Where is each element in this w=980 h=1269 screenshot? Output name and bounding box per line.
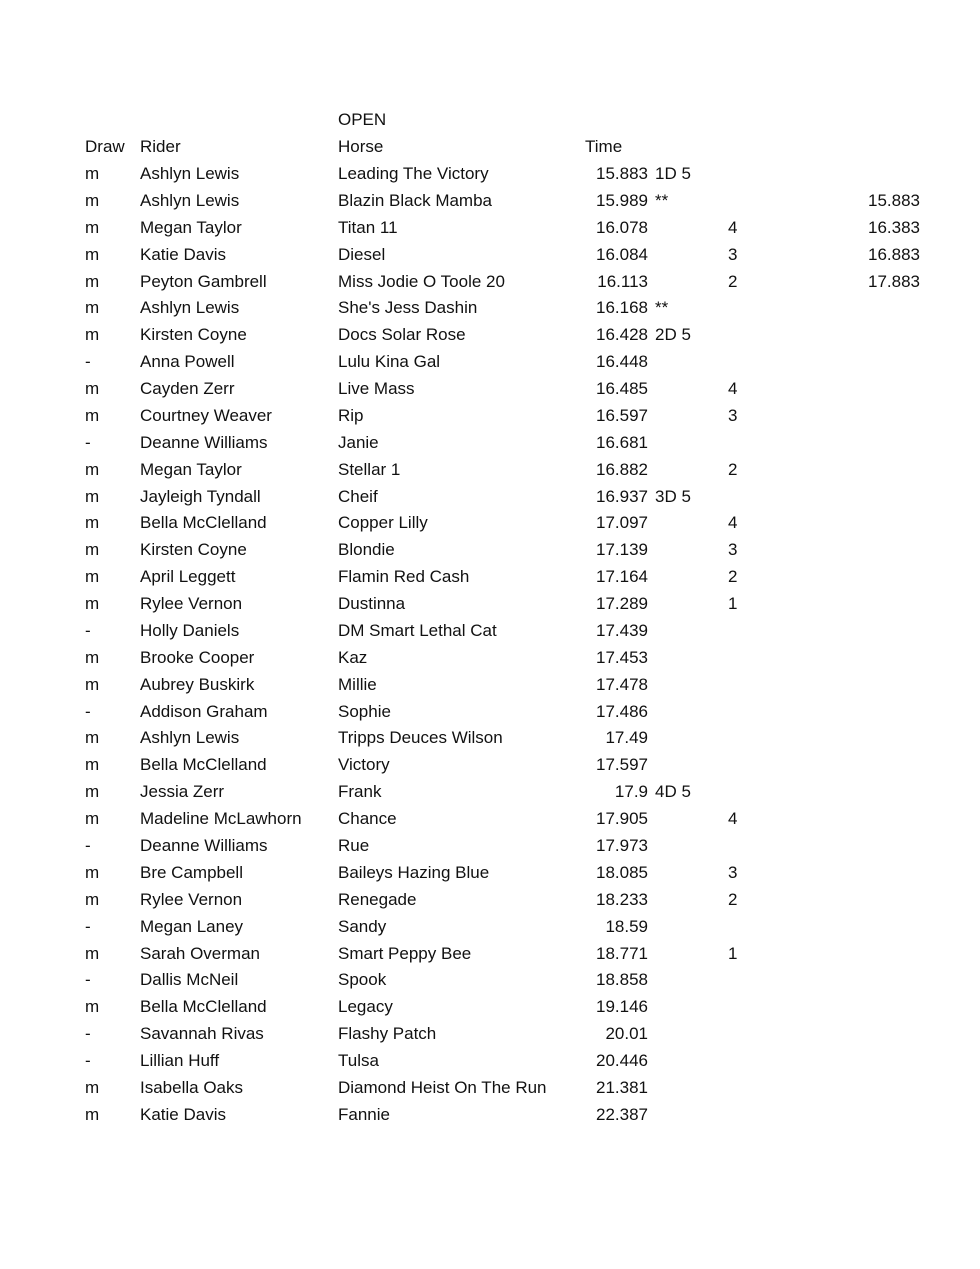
- cell-time: 16.084: [596, 244, 648, 264]
- cell-time: 18.085: [596, 862, 648, 882]
- cell-draw: m: [85, 997, 100, 1017]
- cell-time: 18.858: [596, 970, 648, 990]
- cell-place: 4: [728, 513, 738, 533]
- cell-horse: Frank: [338, 782, 382, 802]
- cell-horse: Spook: [338, 970, 387, 990]
- cell-draw: -: [85, 432, 91, 452]
- cell-rider: Ashlyn Lewis: [140, 190, 240, 210]
- table-row: [0, 782, 980, 809]
- cell-time: 16.681: [596, 432, 648, 452]
- cell-time: 17.49: [605, 728, 648, 748]
- table-row: [0, 245, 980, 272]
- cell-draw: m: [85, 164, 100, 183]
- cell-rider: Ashlyn Lewis: [140, 164, 240, 183]
- cell-time: 17.139: [596, 540, 648, 560]
- cell-rider: Lillian Huff: [140, 1051, 220, 1071]
- cell-draw: m: [85, 862, 100, 882]
- table-row: [0, 648, 980, 675]
- cell-draw: m: [85, 405, 100, 425]
- cell-horse: Victory: [338, 755, 390, 775]
- table-row: [0, 728, 980, 755]
- cell-draw: m: [85, 674, 100, 694]
- cell-horse: Diesel: [338, 244, 386, 264]
- table-row: [0, 1051, 980, 1078]
- cell-horse: Titan 11: [338, 217, 398, 237]
- table-row: [0, 487, 980, 514]
- cell-draw: m: [85, 889, 100, 909]
- table-row: [0, 836, 980, 863]
- cell-horse: Tripps Deuces Wilson: [338, 728, 503, 748]
- cell-time: 16.168: [596, 298, 648, 318]
- cell-rider: Madeline McLawhorn: [140, 809, 302, 829]
- cell-draw: m: [85, 809, 100, 829]
- cell-place: 3: [728, 540, 738, 560]
- cell-time: 18.233: [596, 889, 648, 909]
- cell-place: 2: [728, 459, 738, 479]
- cell-division: **: [655, 190, 669, 210]
- cell-draw: m: [85, 594, 100, 614]
- cell-horse: Fannie: [338, 1104, 390, 1124]
- cell-horse: Miss Jodie O Toole 20: [338, 271, 505, 291]
- cell-draw: m: [85, 459, 100, 479]
- table-row: [0, 460, 980, 487]
- cell-rider: Deanne Williams: [140, 836, 268, 855]
- table-row: [0, 540, 980, 567]
- cell-place: 3: [728, 244, 738, 264]
- cell-rider: Holly Daniels: [140, 620, 240, 640]
- cell-division: 2D 5: [655, 325, 691, 345]
- cell-time: 15.883: [596, 164, 648, 183]
- cell-rider: Dallis McNeil: [140, 970, 239, 990]
- cell-horse: Tulsa: [338, 1051, 379, 1071]
- cell-rider: Brooke Cooper: [140, 647, 255, 667]
- table-row: [0, 191, 980, 218]
- table-row: [0, 1078, 980, 1105]
- cell-rider: Rylee Vernon: [140, 594, 243, 614]
- cell-rider: Bre Campbell: [140, 862, 243, 882]
- cell-draw: -: [85, 701, 91, 721]
- cell-horse: Sophie: [338, 701, 391, 721]
- cell-draw: m: [85, 325, 100, 345]
- cell-place: 4: [728, 809, 738, 829]
- cell-time: 16.597: [596, 405, 648, 425]
- cell-time: 17.478: [596, 674, 648, 694]
- table-row: [0, 379, 980, 406]
- cell-time: 16.937: [596, 486, 648, 506]
- cell-time: 16.078: [596, 217, 648, 237]
- cell-rider: Anna Powell: [140, 352, 235, 372]
- cell-draw: -: [85, 916, 91, 936]
- cell-rider: Jayleigh Tyndall: [140, 486, 261, 506]
- cell-place: 4: [728, 379, 738, 399]
- header-horse: Horse: [338, 137, 384, 156]
- cell-horse: Chance: [338, 809, 397, 829]
- table-row: [0, 406, 980, 433]
- cell-rider: Cayden Zerr: [140, 379, 235, 399]
- cell-draw: -: [85, 1024, 91, 1044]
- cell-draw: m: [85, 379, 100, 399]
- cell-draw: -: [85, 970, 91, 990]
- cell-horse: Flamin Red Cash: [338, 567, 470, 587]
- cell-rider: Savannah Rivas: [140, 1024, 264, 1044]
- cell-horse: Leading The Victory: [338, 164, 489, 183]
- cell-rider: Bella McClelland: [140, 513, 267, 533]
- cell-horse: Smart Peppy Bee: [338, 943, 472, 963]
- cell-time: 16.448: [596, 352, 648, 372]
- cell-time: 17.439: [596, 620, 648, 640]
- cell-time: 16.882: [596, 459, 648, 479]
- cell-rider: Addison Graham: [140, 701, 268, 721]
- cell-time: 19.146: [596, 997, 648, 1017]
- cell-time: 21.381: [596, 1077, 648, 1097]
- cell-rider: Isabella Oaks: [140, 1077, 243, 1097]
- cell-rider: Megan Laney: [140, 916, 244, 936]
- cell-horse: Copper Lilly: [338, 513, 428, 533]
- cell-division: 1D 5: [655, 164, 691, 183]
- cell-horse: Sandy: [338, 916, 387, 936]
- table-row: [0, 890, 980, 917]
- cell-time: 17.9: [614, 782, 648, 802]
- cell-rider: Aubrey Buskirk: [140, 674, 255, 694]
- cell-rider: Katie Davis: [140, 1104, 226, 1124]
- cell-draw: m: [85, 647, 100, 667]
- cell-draw: m: [85, 540, 100, 560]
- cell-horse: Dustinna: [338, 594, 406, 614]
- cell-time: 16.485: [596, 379, 648, 399]
- cell-horse: Diamond Heist On The Run: [338, 1077, 547, 1097]
- cell-horse: Baileys Hazing Blue: [338, 862, 490, 882]
- cell-time: 17.905: [596, 809, 648, 829]
- table-row: [0, 1024, 980, 1051]
- cell-horse: Legacy: [338, 997, 393, 1017]
- cell-place: 2: [728, 889, 738, 909]
- cell-time: 17.289: [596, 594, 648, 614]
- cell-place: 2: [728, 271, 738, 291]
- header-draw: Draw: [85, 137, 125, 156]
- cell-draw: m: [85, 567, 100, 587]
- cell-draw: -: [85, 1051, 91, 1071]
- cell-place: 1: [728, 943, 738, 963]
- cell-draw: m: [85, 728, 100, 748]
- cell-horse: Cheif: [338, 486, 378, 506]
- table-row: [0, 809, 980, 836]
- cell-rider: Rylee Vernon: [140, 889, 243, 909]
- cell-time: 17.453: [596, 647, 648, 667]
- cell-rider: Ashlyn Lewis: [140, 298, 240, 318]
- cell-time: 20.01: [605, 1024, 648, 1044]
- cell-draw: m: [85, 782, 100, 802]
- cell-division: **: [655, 298, 669, 318]
- cell-time: 18.59: [605, 916, 648, 936]
- cell-draw: -: [85, 836, 91, 855]
- cell-division: 4D 5: [655, 782, 691, 802]
- cell-draw: -: [85, 620, 91, 640]
- table-row: [0, 1105, 980, 1132]
- cell-payout: 15.883: [868, 190, 920, 210]
- cell-horse: Kaz: [338, 647, 368, 667]
- cell-time: 17.973: [596, 836, 648, 855]
- cell-rider: Courtney Weaver: [140, 405, 272, 425]
- table-row: [0, 325, 980, 352]
- cell-place: 2: [728, 567, 738, 587]
- cell-horse: Rue: [338, 836, 370, 855]
- table-row: [0, 567, 980, 594]
- cell-horse: Lulu Kina Gal: [338, 352, 441, 372]
- cell-horse: Docs Solar Rose: [338, 325, 466, 345]
- cell-rider: Kirsten Coyne: [140, 540, 247, 560]
- cell-time: 22.387: [596, 1104, 648, 1124]
- cell-draw: m: [85, 298, 100, 318]
- cell-horse: Stellar 1: [338, 459, 401, 479]
- cell-payout: 17.883: [868, 271, 920, 291]
- cell-rider: Jessia Zerr: [140, 782, 225, 802]
- cell-rider: Ashlyn Lewis: [140, 728, 240, 748]
- cell-place: 3: [728, 862, 738, 882]
- cell-time: 17.097: [596, 513, 648, 533]
- cell-draw: m: [85, 190, 100, 210]
- cell-rider: Bella McClelland: [140, 997, 267, 1017]
- cell-time: 17.486: [596, 701, 648, 721]
- cell-draw: m: [85, 943, 100, 963]
- cell-payout: 16.883: [868, 244, 920, 264]
- table-row: [0, 218, 980, 245]
- cell-rider: Sarah Overman: [140, 943, 260, 963]
- cell-rider: Bella McClelland: [140, 755, 267, 775]
- cell-draw: m: [85, 486, 100, 506]
- cell-rider: Katie Davis: [140, 244, 226, 264]
- cell-horse: Live Mass: [338, 379, 415, 399]
- table-row: [0, 433, 980, 460]
- cell-draw: m: [85, 513, 100, 533]
- table-row: [0, 863, 980, 890]
- cell-horse: Blondie: [338, 540, 395, 560]
- cell-place: 1: [728, 594, 738, 614]
- table-row: [0, 755, 980, 782]
- cell-draw: m: [85, 1104, 100, 1124]
- table-row: [0, 970, 980, 997]
- cell-horse: DM Smart Lethal Cat: [338, 620, 497, 640]
- table-row: [0, 621, 980, 648]
- cell-time: 18.771: [596, 943, 648, 963]
- table-row: [0, 513, 980, 540]
- header-row: [0, 137, 980, 164]
- header-time: Time: [585, 137, 623, 156]
- cell-rider: April Leggett: [140, 567, 236, 587]
- table-row: [0, 272, 980, 299]
- cell-place: 4: [728, 217, 738, 237]
- cell-horse: Blazin Black Mamba: [338, 190, 493, 210]
- table-row: [0, 944, 980, 971]
- cell-draw: m: [85, 217, 100, 237]
- sheet-title: OPEN: [338, 110, 387, 129]
- cell-draw: -: [85, 352, 91, 372]
- table-row: [0, 298, 980, 325]
- cell-horse: Rip: [338, 405, 364, 425]
- cell-draw: m: [85, 1077, 100, 1097]
- cell-rider: Megan Taylor: [140, 459, 242, 479]
- table-row: [0, 164, 980, 191]
- cell-time: 17.597: [596, 755, 648, 775]
- cell-horse: She's Jess Dashin: [338, 298, 478, 318]
- table-row: [0, 352, 980, 379]
- cell-time: 16.428: [596, 325, 648, 345]
- table-row: [0, 594, 980, 621]
- cell-rider: Kirsten Coyne: [140, 325, 247, 345]
- cell-horse: Millie: [338, 674, 377, 694]
- cell-rider: Peyton Gambrell: [140, 271, 267, 291]
- cell-draw: m: [85, 271, 100, 291]
- cell-horse: Janie: [338, 432, 379, 452]
- cell-time: 16.113: [597, 271, 648, 291]
- cell-time: 17.164: [596, 567, 648, 587]
- table-row: [0, 702, 980, 729]
- cell-time: 20.446: [596, 1051, 648, 1071]
- cell-draw: m: [85, 244, 100, 264]
- cell-time: 15.989: [596, 190, 648, 210]
- table-row: [0, 917, 980, 944]
- cell-place: 3: [728, 405, 738, 425]
- cell-horse: Renegade: [338, 889, 417, 909]
- header-rider: Rider: [140, 137, 181, 156]
- table-row: [0, 997, 980, 1024]
- table-row: [0, 675, 980, 702]
- cell-rider: Megan Taylor: [140, 217, 242, 237]
- cell-division: 3D 5: [655, 486, 691, 506]
- cell-horse: Flashy Patch: [338, 1024, 437, 1044]
- cell-payout: 16.383: [868, 217, 920, 237]
- cell-draw: m: [85, 755, 100, 775]
- cell-rider: Deanne Williams: [140, 432, 268, 452]
